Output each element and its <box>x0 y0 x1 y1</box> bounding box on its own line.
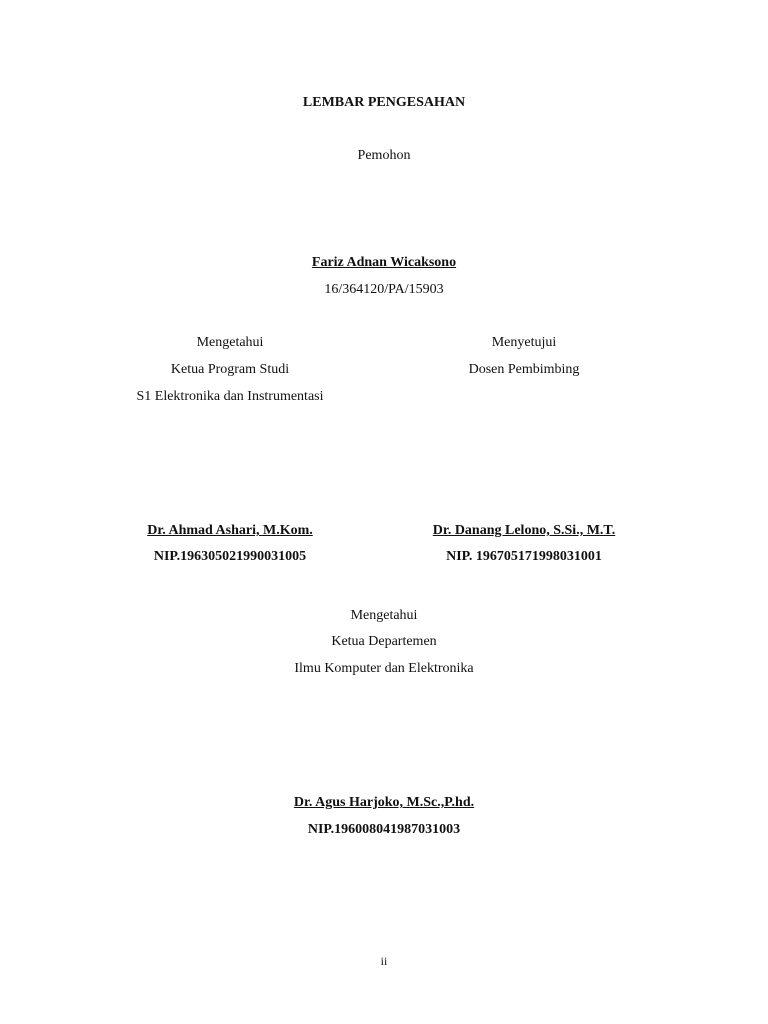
left-approver-line3: S1 Elektronika dan Instrumentasi <box>136 389 324 404</box>
applicant-role: Pemohon <box>357 148 411 163</box>
left-approver-name: Dr. Ahmad Ashari, M.Kom. <box>147 523 313 538</box>
applicant-id: 16/364120/PA/15903 <box>324 282 444 297</box>
dept-head-line2: Ketua Departemen <box>331 634 437 649</box>
applicant-name: Fariz Adnan Wicaksono <box>311 255 457 270</box>
left-approver-line2: Ketua Program Studi <box>170 362 290 377</box>
left-approver-line1: Mengetahui <box>196 335 264 350</box>
dept-head-line1: Mengetahui <box>350 608 418 623</box>
page-title: LEMBAR PENGESAHAN <box>302 95 466 110</box>
right-approver-line2: Dosen Pembimbing <box>468 362 580 377</box>
right-approver-nip: NIP. 196705171998031001 <box>446 549 602 564</box>
left-approver-nip: NIP.196305021990031005 <box>153 549 307 564</box>
dept-head-name: Dr. Agus Harjoko, M.Sc.,P.hd. <box>293 795 475 810</box>
dept-head-nip: NIP.196008041987031003 <box>307 822 461 837</box>
dept-head-line3: Ilmu Komputer dan Elektronika <box>294 661 474 676</box>
right-approver-line1: Menyetujui <box>491 335 557 350</box>
page-number: ii <box>380 954 388 968</box>
right-approver-name: Dr. Danang Lelono, S.Si., M.T. <box>432 523 616 538</box>
